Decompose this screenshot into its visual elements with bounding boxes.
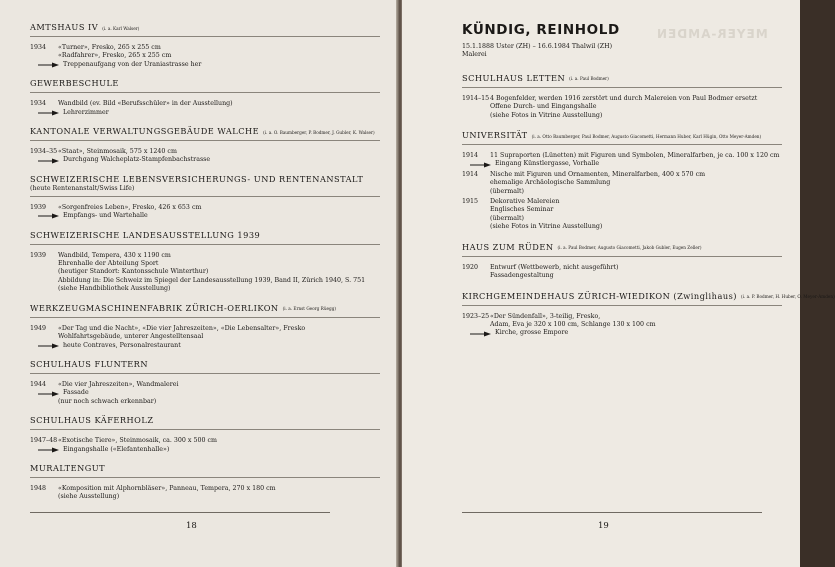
entry-year xyxy=(30,52,58,60)
location-text: Lehrerzimmer xyxy=(63,108,109,116)
section-credit: (i. a. Ernst Georg Rüegg) xyxy=(282,306,337,312)
entry-text: «Der Sündenfall», 3-teilig, Fresko, xyxy=(490,312,601,320)
section xyxy=(30,78,380,126)
entry-text: Dekorative Malereien xyxy=(490,198,560,206)
section-title: GEWERBESCHULE xyxy=(30,78,119,89)
right-page xyxy=(402,0,835,567)
entry-year: 1934 xyxy=(30,44,47,51)
entry-year: 1914–15 xyxy=(462,94,490,102)
section-title: SCHULHAUS KÄFERHOLZ xyxy=(30,415,154,426)
section-gap xyxy=(30,406,380,415)
section-gap xyxy=(30,69,380,78)
section-title: SCHULHAUS FLUNTERN xyxy=(30,358,149,369)
section-title: KIRCHGEMEINDEHAUS ZÜRICH-WIEDIKON (Zwinglihaus) xyxy=(462,290,737,301)
entry-year: 1923–25 xyxy=(462,312,490,320)
entry-text: «Der Tag und die Nacht», «Die vier Jahreszeiten», «Die Lebensalter», Fresko xyxy=(58,324,306,332)
entry-location xyxy=(48,109,380,117)
entry-line xyxy=(462,321,782,329)
section xyxy=(462,242,782,291)
entry-location xyxy=(48,342,380,350)
entry-line xyxy=(462,198,782,206)
entry-text: «Radfahrer», Fresko, 265 x 255 cm xyxy=(58,52,172,60)
entry-year: 1915 xyxy=(462,198,479,206)
arrow-right-icon xyxy=(470,162,492,168)
entry-year: 1939 xyxy=(30,203,47,211)
entry-line xyxy=(30,485,380,493)
entry-text: Ehrenhalle der Abteilung Sport xyxy=(58,260,159,268)
entry-year xyxy=(462,188,490,196)
section-title: MURALTENGUT xyxy=(30,462,106,473)
entry-line xyxy=(462,103,782,111)
entry-text: Englisches Seminar xyxy=(490,206,554,214)
left-footer-rule xyxy=(30,512,330,513)
section xyxy=(30,230,380,303)
section-rule xyxy=(462,305,782,306)
entry-line xyxy=(462,206,782,214)
location-text: Kirche, grosse Empore xyxy=(495,329,569,337)
entry-text: (nur noch schwach erkennbar) xyxy=(58,397,157,405)
entry-line xyxy=(30,285,380,293)
section-credit: (i. a. Paul Bodmer, Augusto Giacometti, Jakob Gubler, Eugen Zeller) xyxy=(557,245,702,251)
entry-year xyxy=(30,260,58,268)
entry-line xyxy=(462,179,782,187)
section-rule xyxy=(462,144,782,145)
section-title: SCHULHAUS LETTEN xyxy=(462,72,566,83)
entry-year xyxy=(462,223,490,231)
entry-year: 1948 xyxy=(30,484,47,492)
entry-line xyxy=(30,493,380,501)
entry-location xyxy=(48,446,380,454)
entry-line xyxy=(30,52,380,60)
right-page-content xyxy=(462,22,835,348)
entry-text: (heutiger Standort: Kantonsschule Winterthur) xyxy=(58,268,209,276)
section-gap xyxy=(462,281,782,291)
entry-line xyxy=(462,215,782,223)
section-gap xyxy=(462,120,782,130)
section-gap xyxy=(30,294,380,303)
section-title: HAUS ZUM RÜDEN xyxy=(462,241,554,252)
section-credit: (i. a. O. Baumberger, P. Bodmer, J. Gubler, K. Walser) xyxy=(263,129,375,135)
entry-text: Wandbild, Tempera, 430 x 1190 cm xyxy=(58,251,171,259)
section-rule xyxy=(30,373,380,374)
section-rule xyxy=(462,256,782,257)
entry-line xyxy=(30,268,380,276)
entry-text: Wandbild (ev. Bild «Berufsschüler» in der Ausstellung) xyxy=(58,100,233,108)
right-footer-rule xyxy=(462,512,762,513)
entry-year xyxy=(462,103,490,111)
section xyxy=(30,415,380,463)
entry-line xyxy=(30,260,380,268)
entry-text: «Turner», Fresko, 265 x 255 cm xyxy=(58,44,161,51)
entry-year xyxy=(30,493,58,501)
arrow-right-icon xyxy=(38,447,60,453)
entry-line xyxy=(462,152,782,160)
entry-year xyxy=(462,272,490,280)
section-rule xyxy=(30,36,380,37)
section-subtitle: (heute Rentenanstalt/Swiss Life) xyxy=(30,184,135,192)
entry-location xyxy=(48,156,380,164)
entry-text: Nische mit Figuren und Ornamenten, Mineralfarben, 400 x 570 cm xyxy=(490,170,706,178)
left-page-number: 18 xyxy=(186,521,197,531)
section-heading xyxy=(462,73,782,83)
entry-line xyxy=(462,188,782,196)
entry-location xyxy=(48,61,380,69)
section-credit: (i. a. Otto Baumberger, Paul Bodmer, Augusto Giacometti, Hermann Huber, Karl Hügin, Otto Meyer-Amden) xyxy=(531,133,762,139)
entry-line xyxy=(30,325,380,333)
entry-year: 1947–48 xyxy=(30,437,58,445)
artist-info xyxy=(462,43,782,60)
section xyxy=(30,303,380,359)
section-gap xyxy=(462,338,782,348)
section-credit: (i. a. Karl Walser) xyxy=(102,25,140,31)
section xyxy=(30,22,380,78)
entry-text: 4 Bogenfelder, werden 1916 zerstört und durch Malereien von Paul Bodmer ersetzt xyxy=(490,94,758,102)
section-gap xyxy=(30,502,380,511)
entry-line xyxy=(30,381,380,389)
section-heading xyxy=(30,359,380,369)
entry-text: (übermalt) xyxy=(490,214,525,222)
entry-line xyxy=(30,44,380,52)
arrow-right-icon xyxy=(470,331,492,337)
arrow-right-icon xyxy=(38,62,60,68)
entry-line xyxy=(30,398,380,406)
entry-year xyxy=(462,206,490,214)
section-rule xyxy=(30,244,380,245)
section-title: KANTONALE VERWALTUNGSGEBÄUDE WALCHE xyxy=(30,126,260,137)
entry-year xyxy=(462,112,490,120)
show-through-text: MEYER-AMDEN xyxy=(656,27,768,41)
section-heading xyxy=(30,230,380,240)
section-title: SCHWEIZERISCHE LANDESAUSSTELLUNG 1939 xyxy=(30,229,261,240)
entry-year xyxy=(30,333,58,341)
entry-year xyxy=(462,215,490,223)
arrow-right-icon xyxy=(38,110,60,116)
left-page-content xyxy=(30,22,380,511)
section-heading xyxy=(30,463,380,473)
entry-text: Entwurf (Wettbewerb, nicht ausgeführt) xyxy=(490,263,619,271)
artist-medium: Malerei xyxy=(462,51,487,59)
location-text: Empfangs- und Wartehalle xyxy=(63,212,148,220)
location-text: Treppenaufgang von der Uraniastrasse her xyxy=(63,60,202,68)
entry-text: (siehe Fotos in Vitrine Ausstellung) xyxy=(490,223,603,231)
section-heading xyxy=(30,303,380,313)
section-rule xyxy=(30,429,380,430)
entry-year xyxy=(30,285,58,293)
section-title: AMTSHAUS IV xyxy=(30,22,99,32)
entry-line xyxy=(462,264,782,272)
section-title: WERKZEUGMASCHINENFABRIK ZÜRICH-OERLIKON xyxy=(30,302,279,313)
entry-year xyxy=(30,268,58,276)
section-heading xyxy=(462,130,782,140)
section-rule xyxy=(30,92,380,93)
section xyxy=(30,359,380,415)
entry-text: (siehe Fotos in Vitrine Ausstellung) xyxy=(490,111,603,119)
section-heading xyxy=(30,22,380,32)
section-credit: (i. a. Paul Bodmer) xyxy=(569,76,609,82)
entry-text: (übermalt) xyxy=(490,187,525,195)
section-gap xyxy=(30,454,380,463)
entry-line xyxy=(462,223,782,231)
section xyxy=(462,73,782,130)
entry-text: «Komposition mit Alphornbläser», Panneau, Tempera, 270 x 180 cm xyxy=(58,484,276,492)
location-text: Durchgang Walcheplatz-Stampfenbachstrasse xyxy=(63,156,211,164)
entry-text: Offene Durch- und Eingangshalle xyxy=(490,103,597,111)
arrow-right-icon xyxy=(38,158,60,164)
section-heading xyxy=(462,290,835,301)
left-page xyxy=(0,0,398,567)
entry-year xyxy=(30,398,58,406)
entry-text: Fassadengestaltung xyxy=(490,272,554,280)
entry-year: 1914 xyxy=(462,152,479,160)
section-gap xyxy=(30,165,380,174)
section-heading xyxy=(30,174,380,184)
section xyxy=(462,290,835,348)
section-rule xyxy=(30,196,380,197)
entry-line xyxy=(462,272,782,280)
entry-text: Abbildung in: Die Schweiz im Spiegel der Landesausstellung 1939, Band II, Zürich 1940, S. 751 xyxy=(58,276,366,284)
section-heading xyxy=(30,415,380,425)
artist-name: KÜNDIG, REINHOLD xyxy=(462,22,620,38)
section-title: UNIVERSITÄT xyxy=(462,130,528,141)
entry-line xyxy=(30,333,380,341)
section-gap xyxy=(30,350,380,359)
entry-year xyxy=(462,179,490,187)
entry-year: 1944 xyxy=(30,380,47,388)
entry-text: «Sorgenfreies Leben», Fresko, 426 x 653 cm xyxy=(58,203,202,211)
section-rule xyxy=(30,140,380,141)
entry-line xyxy=(30,437,380,445)
right-page-number: 19 xyxy=(598,521,609,531)
section xyxy=(30,463,380,511)
location-text: Eingang Künstlergasse, Vorhalle xyxy=(495,160,600,168)
entry-location xyxy=(48,389,380,397)
entry-text: ehemalige Archäologische Sammlung xyxy=(490,179,611,187)
entry-year: 1939 xyxy=(30,251,47,259)
entry-line xyxy=(462,112,782,120)
section-gap xyxy=(462,232,782,242)
section-rule xyxy=(30,477,380,478)
entry-text: Wohlfahrtsgebäude, unterer Angestelltensaal xyxy=(58,333,204,341)
section-heading xyxy=(462,242,782,252)
entry-location xyxy=(480,329,782,337)
entry-line xyxy=(30,277,380,285)
section xyxy=(462,130,782,242)
entry-year xyxy=(30,277,58,285)
section-rule xyxy=(462,87,782,88)
section-gap xyxy=(30,221,380,230)
entry-year: 1914 xyxy=(462,170,479,178)
arrow-right-icon xyxy=(38,391,60,397)
section xyxy=(30,174,380,230)
entry-year: 1934–35 xyxy=(30,148,58,156)
entry-line xyxy=(30,204,380,212)
location-text: heute Contraves, Personalrestaurant xyxy=(63,341,181,349)
section-title: SCHWEIZERISCHE LEBENSVERSICHERUNGS- UND RENTENANSTALT xyxy=(30,173,364,184)
section-rule xyxy=(30,317,380,318)
entry-text: 11 Supraporten (Lünetten) mit Figuren und Symbolen, Mineralfarben, je ca. 100 x 120 cm xyxy=(490,152,780,160)
entry-year xyxy=(462,321,490,329)
entry-text: «Die vier Jahreszeiten», Wandmalerei xyxy=(58,380,179,388)
entry-text: «Exotische Tiere», Steinmosaik, ca. 300 x 500 cm xyxy=(58,437,218,445)
entry-line xyxy=(30,252,380,260)
entry-location xyxy=(48,212,380,220)
entry-text: (siehe Ausstellung) xyxy=(58,493,120,501)
entry-line xyxy=(30,100,380,108)
entry-year: 1949 xyxy=(30,324,47,332)
entry-line xyxy=(462,95,782,103)
entry-year: 1934 xyxy=(30,100,47,108)
entry-year: 1920 xyxy=(462,263,479,271)
entry-line xyxy=(462,171,782,179)
section xyxy=(30,126,380,174)
entry-line xyxy=(30,148,380,156)
section-heading xyxy=(30,126,380,136)
arrow-right-icon xyxy=(38,343,60,349)
artist-dates: 15.1.1888 Uster (ZH) – 16.6.1984 Thalwil (ZH) xyxy=(462,43,613,50)
entry-text: (siehe Handbibliothek Ausstellung) xyxy=(58,285,171,293)
location-text: Fassade xyxy=(63,389,89,397)
section-credit: (i. a. P. Bodmer, H. Huber, O. Meyer-Amden) xyxy=(741,294,835,299)
section-gap xyxy=(30,117,380,126)
entry-text: Adam, Eva je 320 x 100 cm, Schlange 130 x 100 cm xyxy=(490,320,656,328)
entry-line xyxy=(462,313,782,321)
arrow-right-icon xyxy=(38,213,60,219)
entry-location xyxy=(480,160,782,168)
entry-text: «Staat», Steinmosaik, 575 x 1240 cm xyxy=(58,148,177,156)
location-text: Eingangshalle («Elefantenhalle») xyxy=(63,445,170,453)
section-heading xyxy=(30,78,380,88)
